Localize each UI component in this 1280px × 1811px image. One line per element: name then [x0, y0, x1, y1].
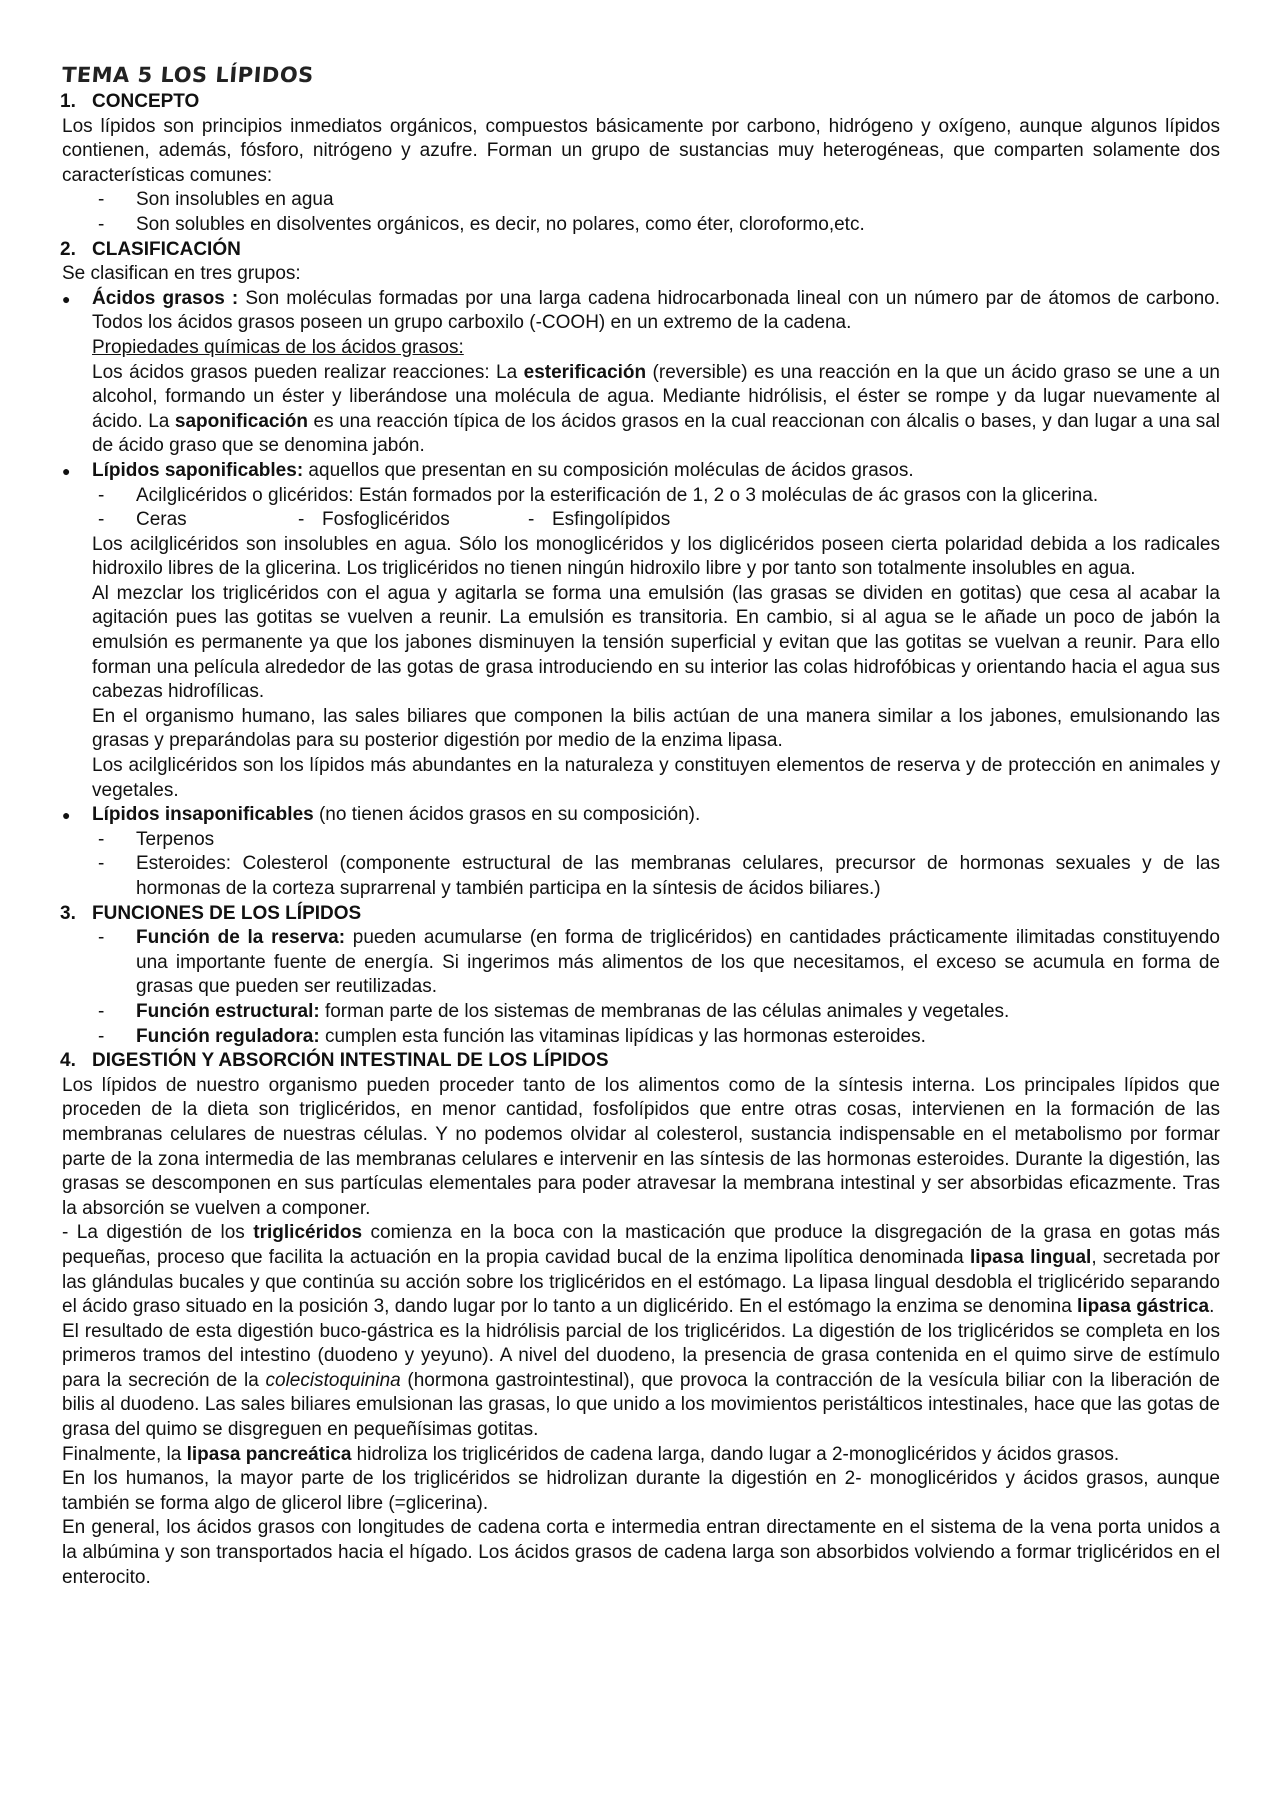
section-number: 2.: [60, 238, 76, 260]
dash-marker: -: [98, 828, 105, 850]
text-run: El resultado de esta digestión buco-gástrica es la hidrólisis parcial de los triglicéridos. La digestión de los triglicéridos se completa en los primeros tramos del intestino (duodeno y yeyuno). A nivel del duodeno, la presencia de grasa contenida en el quimo sirve de estímulo para la secreción de la: [62, 1320, 1220, 1391]
dash-marker: -: [98, 1025, 105, 1047]
bullet-icon: ●: [62, 462, 71, 479]
dash-marker: -: [98, 213, 105, 235]
bullet-item-fatty-acids: [60, 287, 1220, 336]
text-run: (hormona gastrointestinal), que provoca la contracción de la vesícula biliar con la liberación de bilis al duodeno. Las sales biliares emulsionan las grasas, lo que unido a los movimientos peristálticos intestinales, hace que las gotas de grasa del quimo se disgreguen en pequeñísimas gotitas.: [62, 1369, 1220, 1441]
section-number: 4.: [60, 1050, 76, 1072]
text-run: - La digestión de los: [62, 1222, 254, 1244]
section-3-heading: [60, 902, 1220, 927]
text-run: hidroliza los triglicéridos de cadena larga, dando lugar a 2-monoglicéridos y ácidos grasos.: [351, 1443, 1120, 1465]
bold-term: Función de la reserva:: [136, 927, 346, 949]
list-item: [60, 484, 1220, 509]
bold-term: saponificación: [174, 410, 308, 432]
text-run: Los ácidos grasos pueden realizar reacciones: La: [92, 361, 524, 383]
list-item: [60, 926, 1220, 1000]
paragraph: [60, 1221, 1220, 1319]
paragraph: Al mezclar los triglicéridos con el agua y agitarla se forma una emulsión (las grasas se dividen en gotitas) que cesa al acabar la agitación pues las gotitas se vuelven a reunir. La emulsión es transitoria. En cambio, si al agua se le añade un poco de jabón la emulsión es permanente ya que los jabones disminuyen la tensión superficial y evitan que las gotitas se vuelvan a reunir. Para ello forman una película alrededor de las gotas de grasa introduciendo en su interior las colas hidrofóbicas y orientando hacia el agua sus cabezas hidrofílicas.: [92, 582, 1220, 703]
list-item-text: Esteroides: Colesterol (componente estructural de las membranas celulares, precursor de hormonas sexuales y de las hormonas de la corteza suprarrenal y también participa en la síntesis de ácidos biliares.): [136, 853, 1220, 899]
bold-term: esterificación: [523, 361, 647, 383]
bold-term: triglicéridos: [253, 1222, 363, 1244]
list-item: [60, 213, 1220, 238]
dash-marker: -: [98, 509, 105, 531]
section-title: FUNCIONES DE LOS LÍPIDOS: [92, 902, 362, 924]
text-run: .: [1209, 1296, 1215, 1318]
bold-term: lipasa pancreática: [186, 1443, 352, 1465]
paragraph: En general, los ácidos grasos con longitudes de cadena corta e intermedia entran directamente en el sistema de la vena porta unidos a la albúmina y son transportados hacia el hígado. Los ácidos grasos de cadena larga son absorbidos volviendo a formar triglicéridos en el enterocito.: [62, 1517, 1220, 1588]
section-2-heading: [60, 238, 1220, 263]
paragraph: Los lípidos de nuestro organismo pueden proceder tanto de los alimentos como de la síntesis interna. Los principales lípidos que proceden de la dieta son triglicéridos, en menor cantidad, fosfolípidos que entre otras cosas, intervienen en la formación de las membranas celulares de nuestras células. Y no podemos olvidar al colesterol, sustancia indispensable en el metabolismo por formar parte de la zona intermedia de las membranas celulares e intervenir en las síntesis de las hormonas esteroides. Durante la digestión, las grasas se descomponen en sus partículas elementales para poder atravesar la membrana intestinal y ser absorbidas eficazmente. Tras la absorción se vuelven a componer.: [62, 1074, 1220, 1219]
text-run: cumplen esta función las vitaminas lipídicas y las hormonas esteroides.: [319, 1025, 926, 1047]
list-item-text: Terpenos: [136, 828, 215, 850]
list-item-text: Son insolubles en agua: [136, 189, 334, 211]
subheading: Propiedades químicas de los ácidos grasos:: [92, 336, 464, 358]
text-run: forman parte de los sistemas de membranas de las células animales y vegetales.: [319, 1000, 1010, 1022]
bold-term: Función reguladora:: [136, 1025, 320, 1047]
italic-term: colecistoquinina: [265, 1369, 401, 1391]
bullet-item-insaponifiable: [60, 803, 1220, 828]
list-item-text: Esfingolípidos: [552, 509, 671, 531]
paragraph: Los lípidos son principios inmediatos orgánicos, compuestos básicamente por carbono, hidrógeno y oxígeno, aunque algunos lípidos contienen, además, fósforo, nitrógeno y azufre. Forman un grupo de sustancias muy heterogéneas, que comparten solamente dos características comunes:: [62, 115, 1220, 186]
text-run: aquellos que presentan en su composición moléculas de ácidos grasos.: [303, 459, 914, 481]
paragraph: Los acilglicéridos son los lípidos más abundantes en la naturaleza y constituyen elementos de reserva y de protección en animales y vegetales.: [92, 755, 1220, 801]
list-item-text: Fosfoglicéridos: [322, 509, 450, 531]
bullet-icon: ●: [62, 290, 71, 307]
paragraph: En los humanos, la mayor parte de los triglicéridos se hidrolizan durante la digestión en 2- monoglicéridos y ácidos grasos, aunque también se forma algo de glicerol libre (=glicerina).: [62, 1468, 1220, 1514]
bold-term: lipasa lingual: [969, 1246, 1092, 1268]
paragraph: Se clasifican en tres grupos:: [62, 263, 301, 285]
text-run: (no tienen ácidos grasos en su composición).: [313, 804, 701, 826]
bullet-item-saponifiable: [60, 459, 1220, 484]
dash-marker: -: [98, 927, 105, 949]
section-number: 1.: [60, 91, 76, 112]
list-item: [60, 1000, 1220, 1025]
dash-marker: -: [98, 853, 105, 875]
multi-column-list: [60, 508, 1220, 533]
dash-marker: -: [528, 509, 535, 531]
list-item: [60, 188, 1220, 213]
section-title: DIGESTIÓN Y ABSORCIÓN INTESTINAL DE LOS LÍPIDOS: [92, 1050, 609, 1072]
bold-term: Función estructural:: [136, 1000, 320, 1022]
dash-marker: -: [98, 1000, 105, 1022]
bold-term: lipasa gástrica: [1077, 1296, 1210, 1318]
list-item: [60, 1025, 1220, 1050]
list-item: [60, 852, 1220, 901]
dash-marker: -: [98, 189, 105, 211]
section-number: 3.: [60, 902, 76, 924]
paragraph: [60, 361, 1220, 459]
list-item-text: Ceras: [136, 509, 187, 531]
section-title: CONCEPTO: [92, 91, 200, 112]
bold-term: Lípidos saponificables:: [92, 459, 304, 481]
paragraph: En el organismo humano, las sales biliares que componen la bilis actúan de una manera similar a los jabones, emulsionando las grasas y preparándolas para su posterior digestión por medio de la enzima lipasa.: [92, 705, 1220, 752]
dash-marker: -: [98, 484, 105, 506]
text-run: Finalmente, la: [62, 1443, 187, 1465]
text-run: es una reacción típica de los ácidos grasos en la cual reaccionan con álcalis o bases, y dan lugar a una sal de ácido graso que se denomina jabón.: [92, 410, 1220, 457]
section-1-heading: [60, 90, 1220, 115]
text-run: Son moléculas formadas por una larga cadena hidrocarbonada lineal con un número par de átomos de carbono. Todos los ácidos grasos poseen un grupo carboxilo (-COOH) en un extremo de la cadena.: [92, 287, 1220, 334]
bullet-icon: ●: [62, 807, 71, 824]
bold-term: Lípidos insaponificables: [92, 804, 314, 826]
text-run: , secretada por las glándulas bucales y que continúa su acción sobre los triglicéridos en el estómago. La lipasa lingual desdobla el triglicérido separando el ácido graso situado en la posición 3, dando lugar por lo tanto a un diglicérido. En el estómago la enzima se denomina: [62, 1246, 1220, 1318]
text-run: (reversible) es una reacción en la que un ácido graso se une a un alcohol, formando un éster y liberándose una molécula de agua. Mediante hidrólisis, el éster se rompe y da lugar nuevamente al ácido. La: [92, 361, 1220, 432]
list-item: [60, 828, 1220, 853]
dash-marker: -: [298, 509, 305, 531]
section-4-heading: [60, 1049, 1220, 1074]
page-title: TEMA 5 LOS LÍPIDOS: [61, 63, 315, 87]
paragraph: Los acilglicéridos son insolubles en agua. Sólo los monoglicéridos y los diglicéridos poseen cierta polaridad debida a los radicales hidroxilo libres de la glicerina. Los triglicéridos no tienen ningún hidroxilo libre y por tanto son totalmente insolubles en agua.: [92, 533, 1220, 580]
text-run: comienza en la boca con la masticación que produce la disgregación de la grasa en gotas más pequeñas, proceso que facilita la actuación en la propia cavidad bucal de la enzima lipolítica denominada: [62, 1222, 1220, 1268]
section-title: CLASIFICACIÓN: [92, 238, 241, 260]
paragraph: [60, 1320, 1220, 1443]
text-run: pueden acumularse (en forma de triglicéridos) en cantidades prácticamente ilimitadas constituyendo una importante fuente de energía. Si ingerimos más alimentos de los que necesitamos, el exceso se acumula en forma de grasas que pueden ser reutilizadas.: [136, 927, 1221, 998]
list-item-text: Acilglicéridos o glicéridos: Están formados por la esterificación de 1, 2 o 3 moléculas de ác grasos con la glicerina.: [136, 484, 1099, 506]
bold-term: Ácidos grasos :: [92, 287, 239, 309]
list-item-text: Son solubles en disolventes orgánicos, es decir, no polares, como éter, cloroformo,etc.: [136, 213, 865, 235]
paragraph: [60, 1443, 1220, 1468]
